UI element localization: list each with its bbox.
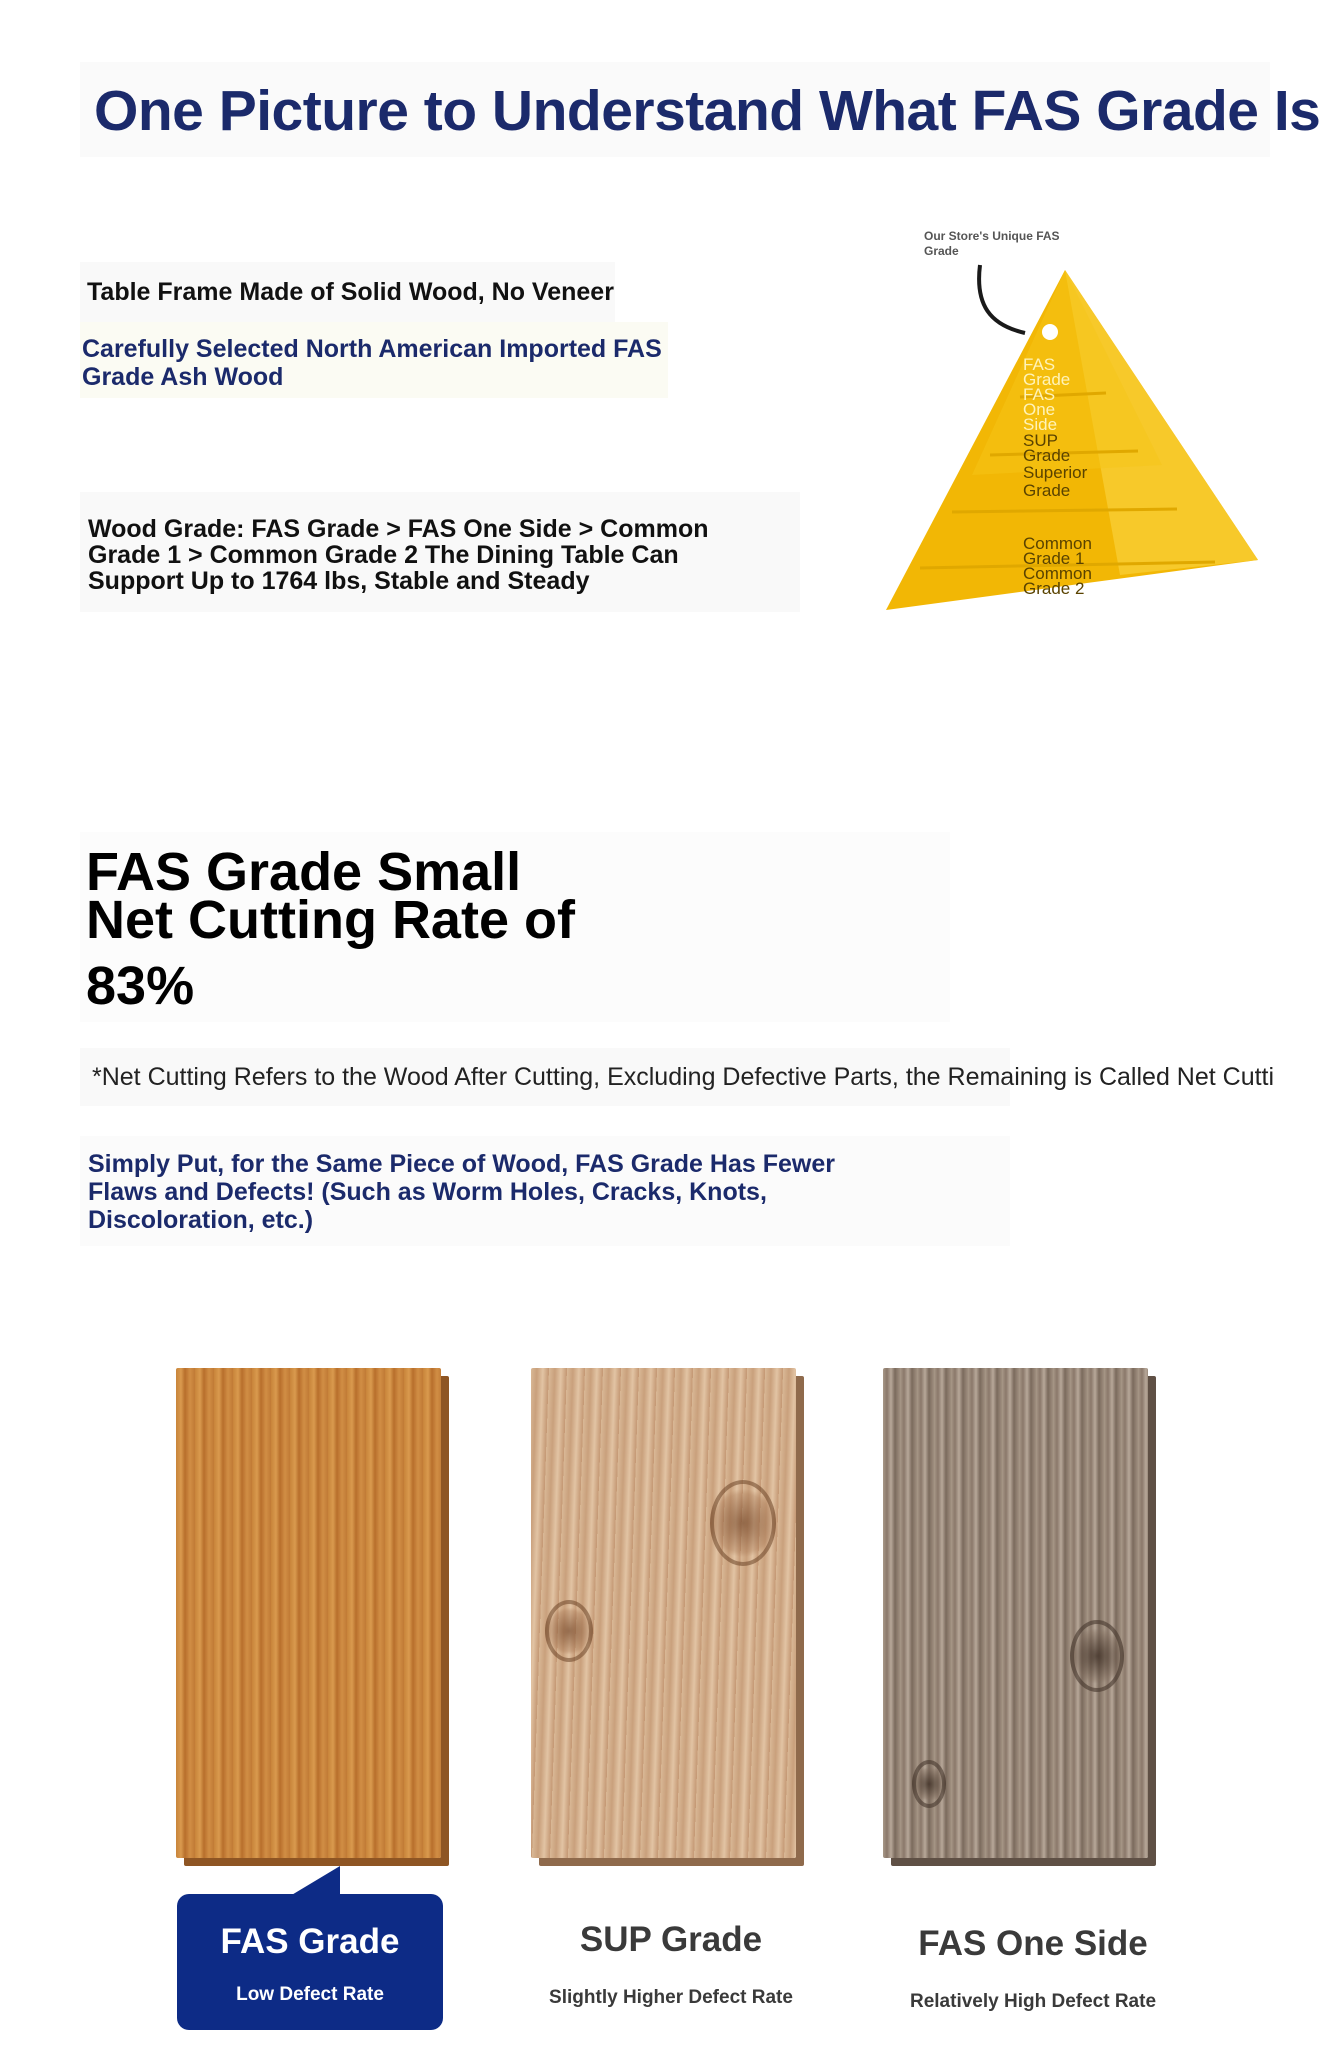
- net-cutting-percent: 83%: [86, 956, 195, 1016]
- fas-grade-sub: Low Defect Rate: [236, 1984, 384, 2005]
- fas-grade-label: FAS Grade: [220, 1922, 400, 1961]
- callout-tail: [290, 1866, 340, 1896]
- fewer-flaws-text: Simply Put, for the Same Piece of Wood, FAS Grade Has Fewer Flaws and Defects! (Such as Worm Holes, Cracks, Knots, Discoloration, etc.): [88, 1150, 835, 1234]
- fas-one-side-sub: Relatively High Defect Rate: [909, 1991, 1157, 2012]
- fas-grade-card: [177, 1894, 443, 2030]
- ash-wood-text: Carefully Selected North American Imported FAS Grade Ash Wood: [82, 335, 662, 391]
- fas-one-side-label: FAS One Side: [918, 1924, 1148, 1963]
- pyramid-level-common-2: Common Grade 2: [1023, 564, 1092, 598]
- knot-mark: [1070, 1620, 1124, 1692]
- fas-grade-wood-image: [176, 1368, 441, 1858]
- knot-mark: [710, 1480, 776, 1566]
- sup-grade-label: SUP Grade: [579, 1920, 763, 1959]
- solid-wood-text: Table Frame Made of Solid Wood, No Veneer: [87, 278, 614, 306]
- wood-grade-text: Wood Grade: FAS Grade > FAS One Side > Common Grade 1 > Common Grade 2 The Dining Table Can Support Up to 1764 lbs, Stable and Steady: [88, 515, 709, 595]
- net-cutting-note: *Net Cutting Refers to the Wood After Cutting, Excluding Defective Parts, the Remaining is Called Net Cutti: [92, 1063, 1275, 1091]
- sup-grade-sub: Slightly Higher Defect Rate: [549, 1987, 793, 2008]
- pyramid-level-common-1: Common Grade 1: [1023, 534, 1092, 568]
- pyramid-level-fas-one-side: FAS One Side: [1023, 385, 1058, 434]
- knot-mark: [912, 1760, 946, 1808]
- pyramid-level-sup: SUP Grade: [1023, 431, 1071, 465]
- pyramid-note: Our Store's Unique FAS Grade: [924, 229, 1060, 258]
- pyramid-level-superior: Superior Grade: [1023, 463, 1088, 500]
- net-cutting-heading: FAS Grade Small Net Cutting Rate of: [86, 842, 575, 950]
- pyramid-level-fas: FAS Grade: [1023, 355, 1071, 389]
- page-title: One Picture to Understand What FAS Grade Is: [94, 79, 1321, 143]
- knot-mark: [545, 1600, 593, 1662]
